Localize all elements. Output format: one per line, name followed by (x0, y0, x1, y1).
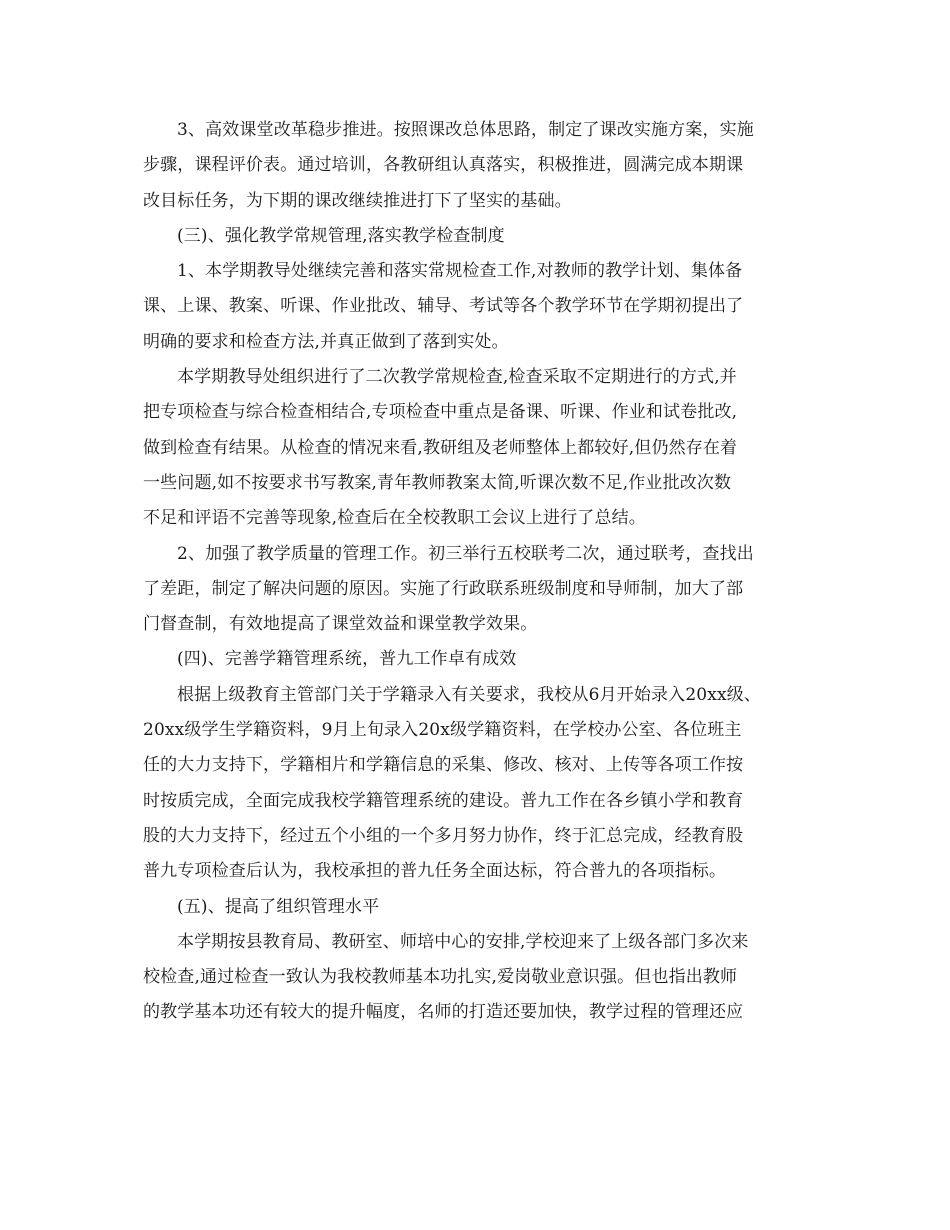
paragraph-line: 了差距，制定了解决问题的原因。实施了行政联系班级制度和导师制，加大了部 (143, 578, 744, 599)
paragraph-line: 把专项检查与综合检查相结合,专项检查中重点是备课、听课、作业和试卷批改, (143, 402, 738, 423)
section-heading: (五)、提高了组织管理水平 (177, 896, 380, 917)
paragraph-line: 门督查制，有效地提高了课堂效益和课堂教学效果。 (143, 614, 538, 635)
paragraph-line: 一些问题,如不按要求书写教案,青年教师教案太简,听课次数不足,作业批改次数 (143, 472, 732, 493)
paragraph-line: 1、本学期教导处继续完善和落实常规检查工作,对教师的教学计划、集体备 (177, 261, 743, 282)
paragraph-line: 普九专项检查后认为，我校承担的普九任务全面达标，符合普九的各项指标。 (143, 861, 727, 882)
paragraph-line: 不足和评语不完善等现象,检查后在全校教职工会议上进行了总结。 (143, 508, 646, 529)
paragraph-line: 本学期教导处组织进行了二次教学常规检查,检查采取不定期进行的方式,并 (177, 367, 737, 388)
paragraph-line: 2、加强了教学质量的管理工作。初三举行五校联考二次，通过联考，查找出 (177, 543, 754, 564)
paragraph-line: 时按质完成，全面完成我校学籍管理系统的建设。普九工作在各乡镇小学和教育 (143, 790, 744, 811)
paragraph-line: 课、上课、教案、听课、作业批改、辅导、考试等各个教学环节在学期初提出了 (143, 296, 744, 317)
paragraph-line: 20xx级学生学籍资料，9月上旬录入20x级学籍资料，在学校办公室、各位班主 (143, 720, 742, 741)
paragraph-line: 本学期按县教育局、教研室、师培中心的安排,学校迎来了上级各部门多次来 (177, 931, 749, 952)
paragraph-line: 改目标任务，为下期的课改继续推进打下了坚实的基础。 (143, 190, 572, 211)
section-heading: (三)、强化教学常规管理,落实教学检查制度 (177, 225, 505, 246)
paragraph-line: 的教学基本功还有较大的提升幅度，名师的打造还要加快，教学过程的管理还应 (143, 1002, 744, 1023)
paragraph-line: 做到检查有结果。从检查的情况来看,教研组及老师整体上都较好,但仍然存在着 (143, 437, 738, 458)
paragraph-line: 3、高效课堂改革稳步推进。按照课改总体思路，制定了课改实施方案，实施 (177, 120, 754, 140)
paragraph-line: 股的大力支持下，经过五个小组的一个多月努力协作，终于汇总完成，经教育股 (143, 825, 744, 846)
paragraph-line: 校检查,通过检查一致认为我校教师基本功扎实,爱岗敬业意识强。但也指出教师 (143, 967, 738, 988)
paragraph-line: 任的大力支持下，学籍相片和学籍信息的采集、修改、核对、上传等各项工作按 (143, 755, 744, 776)
document-body (143, 113, 813, 1031)
paragraph-line: 明确的要求和检查方法,并真正做到了落到实处。 (143, 331, 509, 352)
paragraph-line: 步骤，课程评价表。通过培训，各教研组认真落实，积极推进，圆满完成本期课 (143, 155, 744, 176)
paragraph-line: 根据上级教育主管部门关于学籍录入有关要求，我校从6月开始录入20xx级、 (177, 684, 762, 705)
section-heading: (四)、完善学籍管理系统，普九工作卓有成效 (177, 649, 517, 670)
